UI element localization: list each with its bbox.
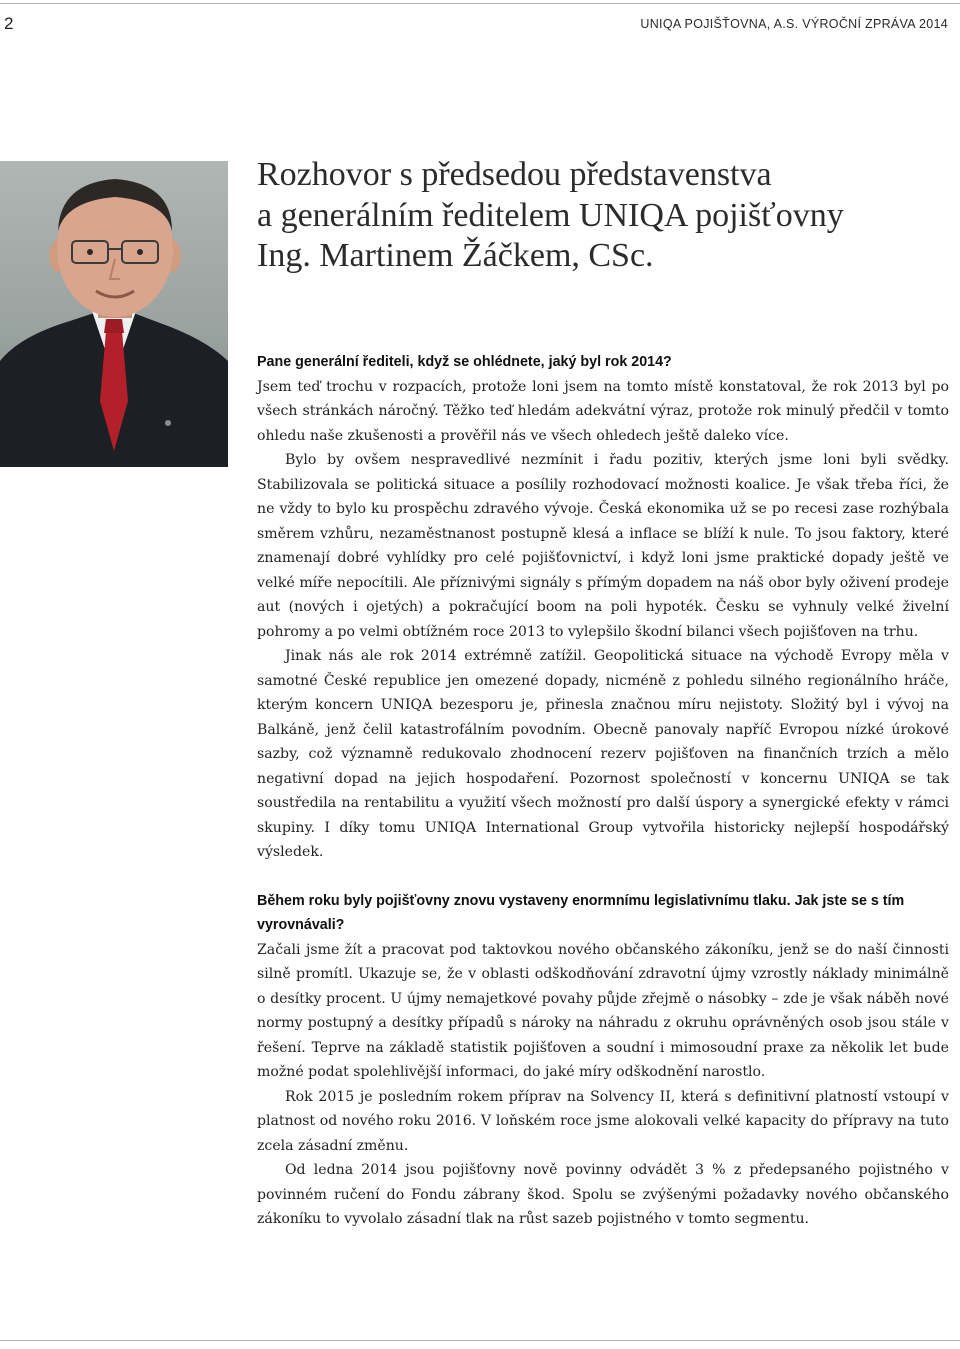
page-number: 2 [4,14,14,33]
title-line: Ing. Martinem Žáčkem, CSc. [257,237,654,274]
section-gap [257,865,949,889]
answer-paragraph: Jinak nás ale rok 2014 extrémně zatížil. Geopolitická situace na východě Evropy měla v samotné České republice jen omezené dopady, nicméně z pohledu silného regionálního hráče, kterým koncern UNIQA bezesporu je, přinesla značnou míru nejistoty. Složitý byl i vývoj na Balkáně, jenž čelil katastrofálním povodním. Obecně panovaly napříč Evropou nízké úrokové sazby, což významně redukovalo zhodnocení rezerv pojišťoven na finančních trzích a mělo negativní dopad na jejich hospodaření. Pozornost společností v koncernu UNIQA se tak soustředila na rentabilitu a využití všech možností pro další úspory a synergické efekty v rámci skupiny. I díky tomu UNIQA International Group vytvořila historicky nejlepší hospodářský výsledek. [257,648,949,860]
answer-paragraph: Od ledna 2014 jsou pojišťovny nově povinny odvádět 3 % z předepsaného pojistného v povinném ručení do Fondu zábrany škod. Spolu se zvýšenými požadavky nového občanského zákoníku to vyvolalo zásadní tlak na růst sazeb pojistného v tomto segmentu. [257,1162,949,1227]
interview-body [257,350,949,1232]
portrait-photo [0,161,228,467]
answer-paragraph: Bylo by ovšem nespravedlivé nezmínit i řadu pozitiv, kterých jsme loni byli svědky. Stabilizovala se politická situace a posílily rozhodovací možnosti koalice. Je však třeba říci, že ne vždy to bylo ku prospěchu zdravého vývoje. Česká ekonomika už se po recesi zase rozhýbala směrem vzhůru, nezaměstnanost postupně klesá a inflace se blíží k nule. To jsou faktory, které znamenají dobré vyhlídky pro celé pojišťovnictví, i když loni jsme praktické dopady ještě ve velké míře nepocítili. Ale příznivými signály s přímým dopadem na náš obor byly oživení prodeje aut (nových i ojetých) a pokračující boom na poli hypoték. Česku se vyhnuly velké živelní pohromy a po velmi obtížném roce 2013 to vylepšilo škodní bilanci všech pojišťoven na trhu. [257,452,949,640]
answer-paragraph: Jsem teď trochu v rozpacích, protože loni jsem na tomto místě konstatoval, že rok 2013 byl po všech stránkách náročný. Těžko teď hledám adekvátní výraz, protože rok minulý předčil v tomto ohledu naše zkušenosti a prověřil nás ve všech ohledech ještě daleko více. [257,378,949,444]
page-title [257,155,937,277]
answer-paragraph: Rok 2015 je posledním rokem příprav na Solvency II, která s definitivní platností vstoupí v platnost od nového roku 2016. V loňském roce jsme alokovali velké kapacity do přípravy na tuto zcela zásadní změnu. [257,1088,949,1154]
title-line: a generálním ředitelem UNIQA pojišťovny [257,196,844,234]
portrait-illustration [0,161,228,467]
running-head: UNIQA POJIŠŤOVNA, A.S. VÝROČNÍ ZPRÁVA 2014 [640,17,948,31]
answer-paragraph: Začali jsme žít a pracovat pod taktovkou nového občanského zákoníku, jenž se do naší činnosti silně promítl. Ukazuje se, že v oblasti odškodňování zdravotní újmy vzrostly náklady minimálně o desítky procent. U újmy nemajetkové povahy půjde zřejmě o násobky – zde je však náběh nové normy postupný a desítky případů s nároky na náhradu z okruhu oprávněných osob jsou stále v řešení. Teprve na základě statistik pojišťoven a soudní i mimosoudní praxe za několik let bude možné podat spolehlivější informaci, do jaké míry odškodnění narostlo. [257,941,949,1080]
title-line: Rozhovor s předsedou představenstva [257,156,772,193]
footer-rule [0,1340,960,1341]
interview-question: Během roku byly pojišťovny znovu vystaveny enormnímu legislativnímu tlaku. Jak jste se s tím vyrovnávali? [257,892,905,933]
interview-question: Pane generální řediteli, když se ohlédnete, jaký byl rok 2014? [257,354,672,370]
header-rule [0,3,960,4]
